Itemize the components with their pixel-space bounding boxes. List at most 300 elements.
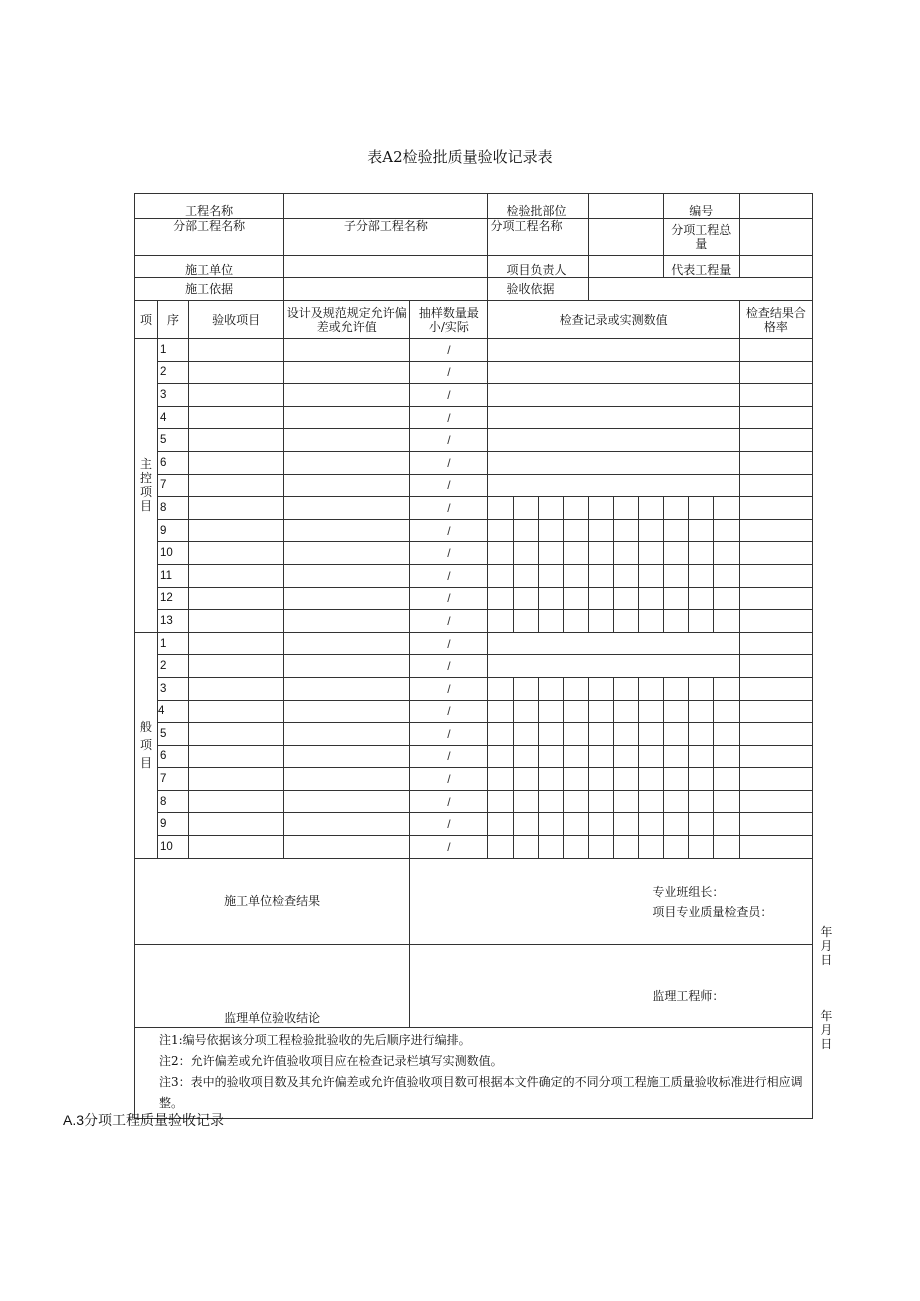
pass-rate-cell[interactable] [739,723,812,746]
record-cell[interactable] [563,497,588,520]
header-row-3 [135,256,813,278]
record-cell[interactable] [613,587,638,610]
construction-result-row [135,858,813,944]
record-cell[interactable] [513,790,538,813]
project-name-field[interactable] [284,194,488,219]
seq-cell: 12 [158,587,189,610]
record-cell[interactable] [513,542,538,565]
record-cell[interactable] [688,542,713,565]
record-cell[interactable] [513,723,538,746]
acceptance-item-cell[interactable] [189,836,284,859]
sample-cell[interactable]: / [410,406,488,429]
records-cell[interactable] [488,406,739,429]
pass-rate-cell[interactable] [739,384,812,407]
tolerance-cell[interactable] [284,451,410,474]
acceptance-item-cell[interactable] [189,339,284,362]
record-cell[interactable] [713,677,739,700]
record-cell[interactable] [563,519,588,542]
general-section-label [135,632,158,858]
acceptance-item-cell[interactable] [189,384,284,407]
table-row [135,451,813,474]
record-cell[interactable] [663,542,688,565]
acceptance-item-cell[interactable] [189,361,284,384]
sample-cell[interactable]: / [410,768,488,791]
record-cell[interactable] [688,700,713,723]
pass-rate-cell[interactable] [739,836,812,859]
record-cell[interactable] [663,610,688,633]
record-cell[interactable] [488,745,513,768]
table-row [135,836,813,859]
records-cell[interactable] [488,474,739,497]
acceptance-item-cell[interactable] [189,723,284,746]
pass-rate-cell[interactable] [739,451,812,474]
record-cell[interactable] [688,587,713,610]
record-cell[interactable] [638,519,663,542]
tolerance-cell[interactable] [284,700,410,723]
construction-result-area[interactable] [410,858,833,967]
record-cell[interactable] [638,677,663,700]
tolerance-cell[interactable] [284,497,410,520]
construction-basis-field[interactable] [284,278,488,301]
sample-cell[interactable]: / [410,700,488,723]
pass-rate-cell[interactable] [739,429,812,452]
sample-cell[interactable]: / [410,361,488,384]
tolerance-cell[interactable] [284,813,410,836]
pass-rate-cell[interactable] [739,519,812,542]
record-cell[interactable] [563,723,588,746]
record-cell[interactable] [638,723,663,746]
record-cell[interactable] [588,723,613,746]
acceptance-item-cell[interactable] [189,519,284,542]
acceptance-item-cell[interactable] [189,610,284,633]
record-cell[interactable] [538,768,563,791]
record-cell[interactable] [638,836,663,859]
tolerance-cell[interactable] [284,542,410,565]
record-cell[interactable] [488,723,513,746]
note-3: 注3：表中的验收项目数及其允许偏差或允许值验收项目数可根据本文件确定的不同分项工程施工质量验收标准进行相应调整。 [159,1074,803,1110]
tolerance-cell[interactable] [284,677,410,700]
record-cell[interactable] [688,790,713,813]
record-cell[interactable] [488,836,513,859]
sample-cell[interactable]: / [410,542,488,565]
table-row [135,700,813,723]
col-tolerance: 设计及规范规定允许偏差或允许值 [284,301,410,339]
record-cell[interactable] [713,813,739,836]
record-cell[interactable] [663,587,688,610]
acceptance-item-cell[interactable] [189,790,284,813]
sub-part-name-label: 分部工程名称 [135,219,284,256]
record-cell[interactable] [638,564,663,587]
sample-cell[interactable]: / [410,655,488,678]
tolerance-cell[interactable] [284,790,410,813]
sample-cell[interactable]: / [410,836,488,859]
record-cell[interactable] [663,813,688,836]
record-cell[interactable] [688,497,713,520]
record-cell[interactable] [688,836,713,859]
record-cell[interactable] [513,813,538,836]
record-cell[interactable] [613,745,638,768]
record-cell[interactable] [663,790,688,813]
acceptance-item-cell[interactable] [189,768,284,791]
pass-rate-cell[interactable] [739,632,812,655]
record-cell[interactable] [638,813,663,836]
main-section-label [135,339,158,633]
seq-cell: 6 [158,451,189,474]
pass-rate-cell[interactable] [739,542,812,565]
col-sample-qty: 抽样数量最小/实际 [410,301,488,339]
record-cell[interactable] [713,542,739,565]
project-name-label: 工程名称 [135,194,284,219]
construction-unit-label: 施工单位 [135,256,284,278]
sample-cell[interactable]: / [410,632,488,655]
records-cell[interactable] [488,632,739,655]
pass-rate-cell[interactable] [739,677,812,700]
record-cell[interactable] [613,790,638,813]
record-cell[interactable] [713,519,739,542]
record-cell[interactable] [588,519,613,542]
record-cell[interactable] [588,497,613,520]
record-cell[interactable] [588,790,613,813]
record-cell[interactable] [663,836,688,859]
pass-rate-cell[interactable] [739,587,812,610]
record-cell[interactable] [563,768,588,791]
record-cell[interactable] [538,587,563,610]
record-cell[interactable] [688,610,713,633]
records-cell[interactable] [488,339,739,362]
record-cell[interactable] [513,587,538,610]
table-row [135,474,813,497]
item-name-label: 分项工程名称 [488,219,588,256]
acceptance-item-cell[interactable] [189,745,284,768]
record-cell[interactable] [488,790,513,813]
representative-qty-field[interactable] [739,256,812,278]
acceptance-item-cell[interactable] [189,677,284,700]
pass-rate-cell[interactable] [739,361,812,384]
record-cell[interactable] [588,677,613,700]
record-cell[interactable] [638,790,663,813]
record-cell[interactable] [613,677,638,700]
pass-rate-cell[interactable] [739,339,812,362]
tolerance-cell[interactable] [284,587,410,610]
acceptance-item-cell[interactable] [189,474,284,497]
seq-cell: 3 [158,384,189,407]
record-cell[interactable] [563,813,588,836]
table-row [135,723,813,746]
record-cell[interactable] [638,497,663,520]
tolerance-cell[interactable] [284,429,410,452]
record-cell[interactable] [588,587,613,610]
record-cell[interactable] [688,519,713,542]
pass-rate-cell[interactable] [739,564,812,587]
record-cell[interactable] [613,497,638,520]
sample-cell[interactable]: / [410,587,488,610]
pass-rate-cell[interactable] [739,700,812,723]
record-cell[interactable] [713,768,739,791]
record-cell[interactable] [713,587,739,610]
sample-cell[interactable]: / [410,677,488,700]
record-cell[interactable] [713,610,739,633]
records-cell[interactable] [488,429,739,452]
number-field[interactable] [739,194,812,219]
record-cell[interactable] [488,677,513,700]
sample-cell[interactable]: / [410,745,488,768]
record-cell[interactable] [488,564,513,587]
pass-rate-cell[interactable] [739,768,812,791]
record-cell[interactable] [563,677,588,700]
tolerance-cell[interactable] [284,836,410,859]
inspection-record-table [134,193,833,1119]
record-cell[interactable] [513,497,538,520]
record-cell[interactable] [513,519,538,542]
record-cell[interactable] [713,564,739,587]
record-cell[interactable] [563,745,588,768]
record-cell[interactable] [538,564,563,587]
records-cell[interactable] [488,451,739,474]
record-cell[interactable] [638,768,663,791]
record-cell[interactable] [563,610,588,633]
record-cell[interactable] [538,610,563,633]
record-cell[interactable] [688,768,713,791]
record-cell[interactable] [663,564,688,587]
representative-qty-label: 代表工程量 [663,256,739,278]
record-cell[interactable] [688,745,713,768]
acceptance-item-cell[interactable] [189,451,284,474]
record-cell[interactable] [538,836,563,859]
record-cell[interactable] [513,610,538,633]
supervision-result-area[interactable] [410,944,833,1051]
record-cell[interactable] [688,723,713,746]
record-cell[interactable] [588,745,613,768]
record-cell[interactable] [613,723,638,746]
record-cell[interactable] [638,700,663,723]
record-cell[interactable] [488,497,513,520]
record-cell[interactable] [613,700,638,723]
record-cell[interactable] [688,813,713,836]
record-cell[interactable] [538,497,563,520]
seq-cell: 1 [158,339,189,362]
tolerance-cell[interactable] [284,655,410,678]
tolerance-cell[interactable] [284,339,410,362]
record-cell[interactable] [563,836,588,859]
tolerance-cell[interactable] [284,519,410,542]
sample-cell[interactable]: / [410,790,488,813]
record-cell[interactable] [663,497,688,520]
record-cell[interactable] [488,813,513,836]
record-cell[interactable] [513,564,538,587]
record-cell[interactable] [588,610,613,633]
record-cell[interactable] [563,790,588,813]
records-cell[interactable] [488,384,739,407]
seq-cell: 9 [158,519,189,542]
record-cell[interactable] [663,723,688,746]
seq-cell: 9 [158,813,189,836]
record-cell[interactable] [538,790,563,813]
record-cell[interactable] [488,587,513,610]
sample-cell[interactable]: / [410,564,488,587]
record-cell[interactable] [538,542,563,565]
quality-inspector-label: 项目专业质量检查员： [652,904,773,919]
seq-cell: 8 [158,790,189,813]
record-cell[interactable] [713,723,739,746]
record-cell[interactable] [488,610,513,633]
record-cell[interactable] [538,723,563,746]
record-cell[interactable] [613,768,638,791]
acceptance-item-cell[interactable] [189,700,284,723]
record-cell[interactable] [713,745,739,768]
table-row [135,610,813,633]
tolerance-cell[interactable] [284,361,410,384]
record-cell[interactable] [488,519,513,542]
table-row [135,768,813,791]
main-section-text: 主控项目 [140,457,153,514]
item-name-field[interactable] [588,219,663,256]
record-cell[interactable] [513,745,538,768]
record-cell[interactable] [563,564,588,587]
record-cell[interactable] [588,836,613,859]
tolerance-cell[interactable] [284,745,410,768]
sample-cell[interactable]: / [410,339,488,362]
pass-rate-cell[interactable] [739,745,812,768]
acceptance-item-cell[interactable] [189,406,284,429]
record-cell[interactable] [588,768,613,791]
seq-cell: 3 [158,677,189,700]
construction-unit-field[interactable] [284,256,488,278]
record-cell[interactable] [613,813,638,836]
record-cell[interactable] [688,564,713,587]
record-cell[interactable] [563,700,588,723]
acceptance-item-cell[interactable] [189,813,284,836]
notes-cell [135,1027,813,1118]
batch-part-field[interactable] [588,194,663,219]
record-cell[interactable] [663,700,688,723]
table-row [135,632,813,655]
pass-rate-cell[interactable] [739,655,812,678]
record-cell[interactable] [488,542,513,565]
records-cell[interactable] [488,655,739,678]
note-2: 注2：允许偏差或允许值验收项目应在检查记录栏填写实测数值。 [159,1053,503,1068]
sample-cell[interactable]: / [410,723,488,746]
tolerance-cell[interactable] [284,406,410,429]
record-cell[interactable] [488,768,513,791]
record-cell[interactable] [663,677,688,700]
table-row [135,745,813,768]
record-cell[interactable] [538,677,563,700]
record-cell[interactable] [613,564,638,587]
pass-rate-cell[interactable] [739,497,812,520]
acceptance-item-cell[interactable] [189,587,284,610]
pass-rate-cell[interactable] [739,790,812,813]
record-cell[interactable] [538,519,563,542]
tolerance-cell[interactable] [284,384,410,407]
construction-result-label: 施工单位检查结果 [135,858,410,944]
pass-rate-cell[interactable] [739,610,812,633]
record-cell[interactable] [663,768,688,791]
tolerance-cell[interactable] [284,632,410,655]
col-seq: 序 [158,301,189,339]
record-cell[interactable] [538,813,563,836]
note-1: 注1:编号依据该分项工程检验批验收的先后顺序进行编排。 [159,1032,471,1047]
records-cell[interactable] [488,361,739,384]
sample-cell[interactable]: / [410,813,488,836]
pass-rate-cell[interactable] [739,406,812,429]
col-acceptance-item: 验收项目 [189,301,284,339]
record-cell[interactable] [638,610,663,633]
acceptance-item-cell[interactable] [189,564,284,587]
record-cell[interactable] [513,700,538,723]
record-cell[interactable] [638,587,663,610]
acceptance-basis-field[interactable] [588,278,812,301]
record-cell[interactable] [613,519,638,542]
record-cell[interactable] [663,519,688,542]
pass-rate-cell[interactable] [739,474,812,497]
record-cell[interactable] [588,564,613,587]
record-cell[interactable] [563,587,588,610]
sample-cell[interactable]: / [410,519,488,542]
seq-cell: 13 [158,610,189,633]
project-manager-field[interactable] [588,256,663,278]
acceptance-item-cell[interactable] [189,655,284,678]
record-cell[interactable] [563,542,588,565]
table-row [135,339,813,362]
tolerance-cell[interactable] [284,564,410,587]
acceptance-item-cell[interactable] [189,429,284,452]
record-cell[interactable] [613,542,638,565]
tolerance-cell[interactable] [284,474,410,497]
record-cell[interactable] [513,836,538,859]
item-total-field[interactable] [739,219,812,256]
seq-cell: 10 [158,542,189,565]
tolerance-cell[interactable] [284,610,410,633]
sample-cell[interactable]: / [410,497,488,520]
record-cell[interactable] [588,813,613,836]
sample-cell[interactable]: / [410,429,488,452]
acceptance-item-cell[interactable] [189,632,284,655]
pass-rate-cell[interactable] [739,813,812,836]
record-cell[interactable] [513,768,538,791]
col-records: 检查记录或实测数值 [488,301,739,339]
supervision-result-label: 监理单位验收结论 [135,944,410,1027]
sample-cell[interactable]: / [410,384,488,407]
acceptance-item-cell[interactable] [189,497,284,520]
record-cell[interactable] [538,745,563,768]
record-cell[interactable] [713,497,739,520]
record-cell[interactable] [488,700,513,723]
record-cell[interactable] [613,836,638,859]
record-cell[interactable] [588,700,613,723]
record-cell[interactable] [613,610,638,633]
record-cell[interactable] [713,836,739,859]
record-cell[interactable] [638,542,663,565]
record-cell[interactable] [663,745,688,768]
record-cell[interactable] [538,700,563,723]
record-cell[interactable] [638,745,663,768]
record-cell[interactable] [688,677,713,700]
sample-cell[interactable]: / [410,474,488,497]
record-cell[interactable] [713,700,739,723]
record-cell[interactable] [513,677,538,700]
column-header-row [135,301,813,339]
tolerance-cell[interactable] [284,723,410,746]
col-item: 项 [135,301,158,339]
project-manager-label: 项目负责人 [488,256,588,278]
sample-cell[interactable]: / [410,610,488,633]
record-cell[interactable] [713,790,739,813]
tolerance-cell[interactable] [284,768,410,791]
acceptance-item-cell[interactable] [189,542,284,565]
record-cell[interactable] [588,542,613,565]
seq-cell: 8 [158,497,189,520]
sample-cell[interactable]: / [410,451,488,474]
